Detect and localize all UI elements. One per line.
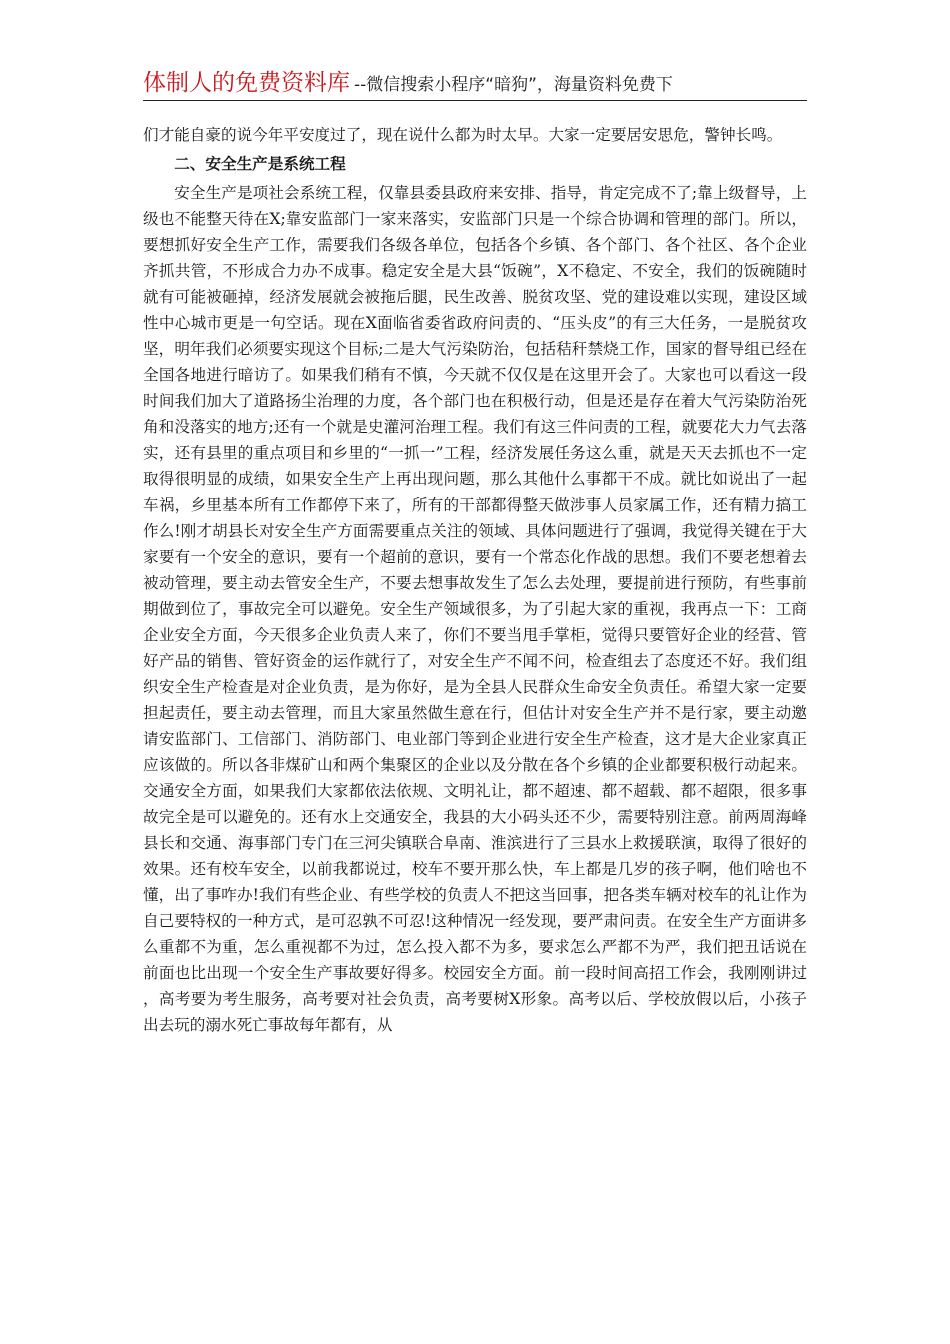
header-brand: 体制人的免费资料库 bbox=[143, 70, 350, 96]
header-tagline: --微信搜索小程序“暗狗”，海量资料免费下 bbox=[354, 75, 673, 95]
continuation-paragraph: 们才能自豪的说今年平安度过了，现在说什么都为时太早。大家一定要居安思危，警钟长鸣。 bbox=[143, 126, 783, 144]
body-paragraph: 安全生产是项社会系统工程，仅靠县委县政府来安排、指导，肯定完成不了;靠上级督导，上级也不能整天待在X;靠安监部门一家来落实，安监部门只是一个综合协调和管理的部门。所以，要想抓好安全生产工作，需要我们各级各单位，包括各个乡镇、各个部门、各个社区、各个企业齐抓共管，不形成合力办不成事。稳定安全是大县“饭碗”，X不稳定、不安全，我们的饭碗随时就有可能被砸掉，经济发展就会被拖后腿，民生改善、脱贫攻坚、党的建设难以实现，建设区域性中心城市更是一句空话。现在X面临省委省政府问责的、“压头皮”的有三大任务，一是脱贫攻坚，明年我们必须要实现这个目标;二是大气污染防治，包括秸秆禁烧工作，国家的督导组已经在全国各地进行暗访了。如果我们稍有不慎，今天就不仅仅是在这里开会了。大家也可以看这一段时间我们加大了道路扬尘治理的力度，各个部门也在积极行动，但是还是存在着大气污染防治死角和没落实的地方;还有一个就是史灌河治理工程。我们有这三件问责的工程，就要花大力气去落实，还有县里的重点项目和乡里的“一抓一”工程，经济发展任务这么重，就是天天去抓也不一定取得很明显的成绩，如果安全生产上再出现问题，那么其他什么事都干不成。就比如说出了一起车祸，乡里基本所有工作都停下来了，所有的干部都得整天做涉事人员家属工作，还有精力搞工作么!刚才胡县长对安全生产方面需要重点关注的领域、具体问题进行了强调，我觉得关键在于大家要有一个安全的意识，要有一个超前的意识，要有一个常态化作战的思想。我们不要老想着去被动管理，要主动去管安全生产，不要去想事故发生了怎么去处理，要提前进行预防，有些事前期做到位了，事故完全可以避免。安全生产领域很多，为了引起大家的重视，我再点一下：工商企业安全方面，今天很多企业负责人来了，你们不要当甩手掌柜，觉得只要管好企业的经营、管好产品的销售、管好资金的运作就行了，对安全生产不闻不问，检查组去了态度还不好。我们组织安全生产检查是对企业负责，是为你好，是为全县人民群众生命安全负责任。希望大家一定要担起责任，要主动去管理，而且大家虽然做生意在行，但估计对安全生产并不是行家，要主动邀请安监部门、工信部门、消防部门、电业部门等到企业进行安全生产检查，这才是大企业家真正应该做的。所以各非煤矿山和两个集聚区的企业以及分散在各个乡镇的企业都要积极行动起来。交通安全方面，如果我们大家都依法依规、文明礼让，都不超速、都不超载、都不超限，很多事故完全是可以避免的。还有水上交通安全，我县的大小码头还不少，需要特别注意。前两周海峰县长和交通、海事部门专门在三河尖镇联合阜南、淮滨进行了三县水上救援联演，取得了很好的效果。还有校车安全，以前我都说过，校车不要开那么快，车上都是几岁的孩子啊，他们啥也不懂，出了事咋办!我们有些企业、有些学校的负责人不把这当回事，把各类车辆对校车的礼让作为自己要特权的一种方式，是可忍孰不可忍!这种情况一经发现，要严肃问责。在安全生产方面讲多么重都不为重，怎么重视都不为过，怎么投入都不为多，要求怎么严都不为严，我们把丑话说在前面也比出现一个安全生产事故要好得多。校园安全方面。前一段时间高招工作会，我刚刚讲过，高考要为考生服务，高考要对社会负责，高考要树X形象。高考以后、学校放假以后，小孩子出去玩的溺水死亡事故每年都有，从 bbox=[143, 184, 807, 1034]
page-header bbox=[143, 64, 807, 101]
document-body bbox=[143, 122, 807, 1038]
section-heading: 二、安全生产是系统工程 bbox=[174, 155, 346, 173]
